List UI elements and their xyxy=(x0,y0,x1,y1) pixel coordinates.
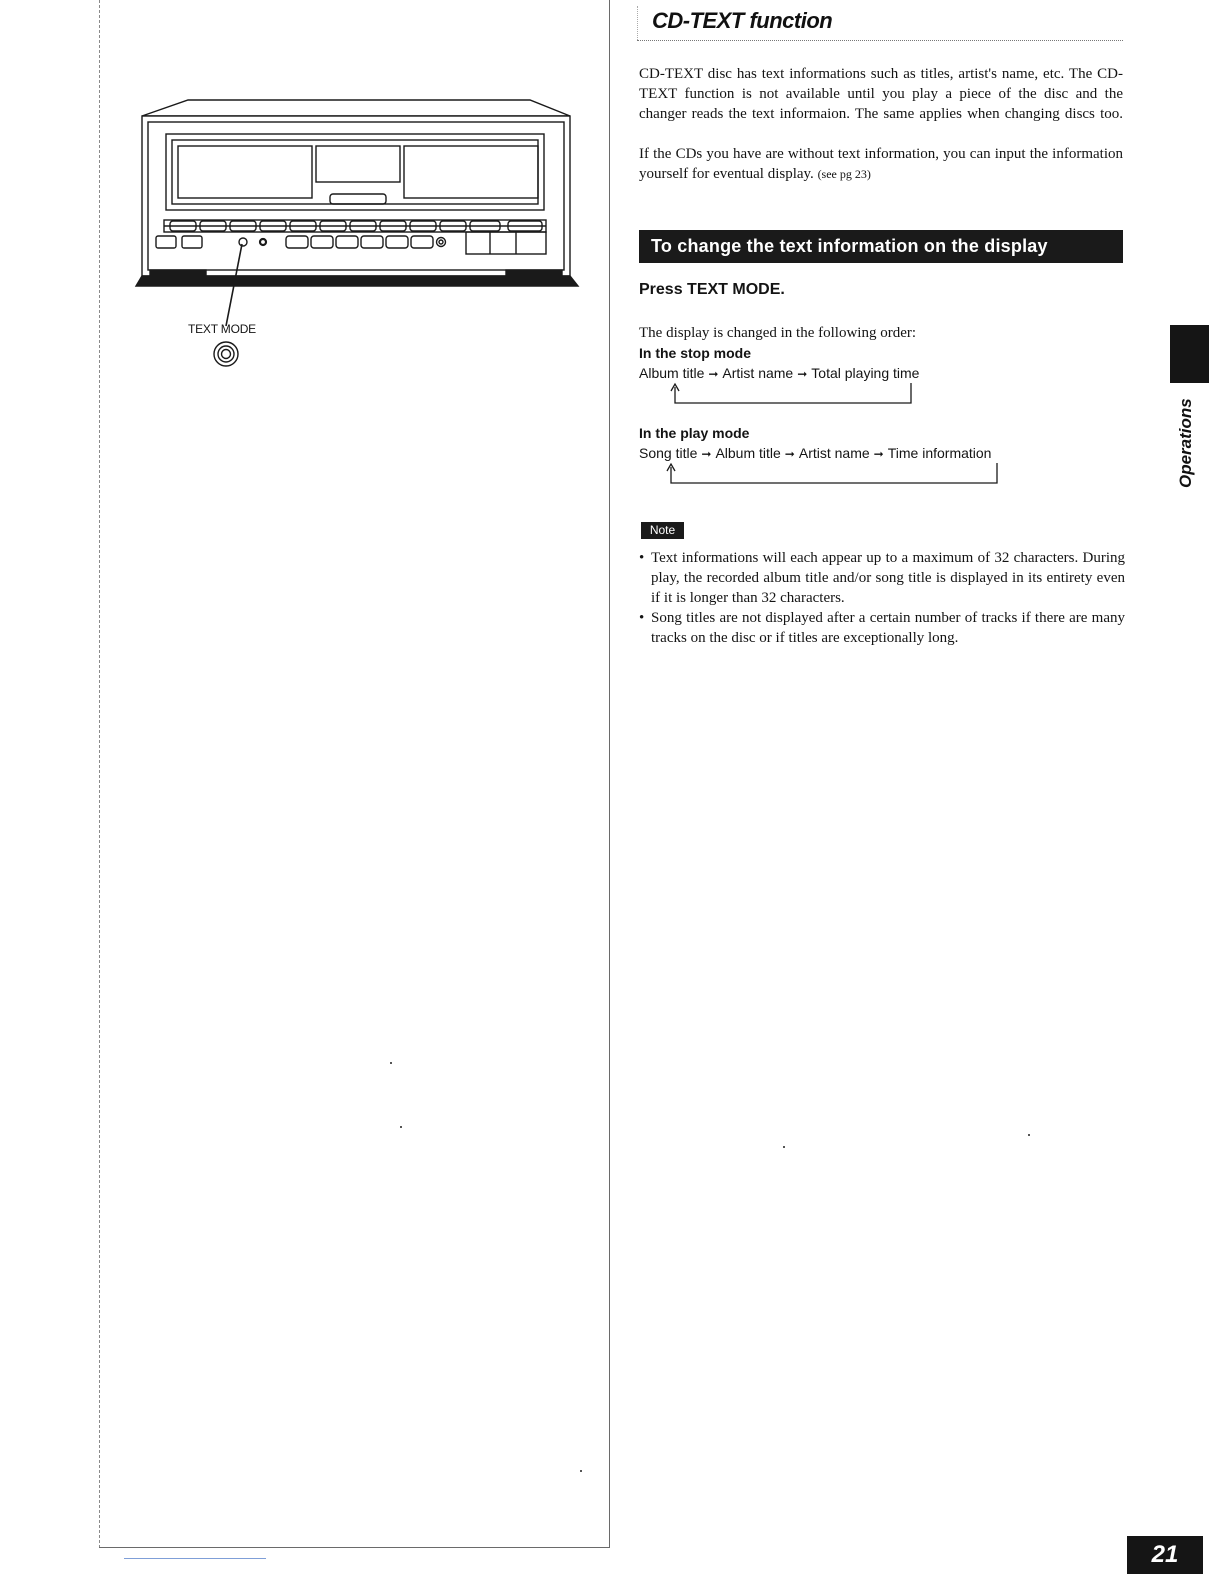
sequence-item: Album title xyxy=(715,445,781,461)
arrow-right-icon: ➞ xyxy=(701,447,712,461)
scan-speck xyxy=(390,1062,392,1064)
play-mode-label: In the play mode xyxy=(639,425,750,441)
note-badge: Note xyxy=(641,522,684,539)
sequence-item: Album title xyxy=(639,365,705,381)
text-mode-callout: TEXT MODE xyxy=(188,322,256,336)
arrow-right-icon: ➞ xyxy=(784,447,795,461)
sequence-item: Song title xyxy=(639,445,698,461)
instruction-text: Press TEXT MODE. xyxy=(639,281,785,298)
stop-mode-sequence xyxy=(639,365,929,411)
scan-speck xyxy=(783,1146,785,1148)
arrow-right-icon: ➞ xyxy=(873,447,884,461)
sequence-item: Total playing time xyxy=(811,365,920,381)
scan-speck xyxy=(400,1126,402,1128)
list-item xyxy=(639,548,1125,608)
stop-mode-label: In the stop mode xyxy=(639,345,751,361)
list-item xyxy=(639,608,1125,648)
bottom-accent-line xyxy=(124,1558,266,1559)
intro-paragraph: CD-TEXT disc has text informations such as titles, artist's name, etc. The CD-TEXT function is not available until you play a piece of the disc and the changer reads the text informaion. The same applies when changing discs too. xyxy=(639,66,1123,122)
sequence-item: Artist name xyxy=(722,365,794,381)
bullet-icon: • xyxy=(639,550,645,566)
left-column-border xyxy=(99,0,100,1548)
note-text: Text informations will each appear up to a maximum of 32 characters. During play, the recorded album title and/or song title is displayed in its entirety even if it is longer than 32 characters. xyxy=(651,550,1125,606)
play-mode-sequence xyxy=(639,445,1009,491)
heading-tick-mark xyxy=(637,6,638,40)
column-divider xyxy=(609,0,610,1548)
loop-back-arrow-icon xyxy=(639,461,1009,491)
intro-paragraph-2-text: If the CDs you have are without text information, you can input the information yourself for eventual display. xyxy=(639,146,1123,182)
page-number: 21 xyxy=(1127,1536,1203,1574)
left-column-bottom-border xyxy=(99,1547,610,1548)
sequence-item: Time information xyxy=(887,445,992,461)
intro-paragraph-2 xyxy=(639,144,1123,184)
heading-rule xyxy=(637,40,1123,41)
arrow-right-icon: ➞ xyxy=(708,367,719,381)
page-title: CD-TEXT function xyxy=(652,8,833,33)
loop-back-arrow-icon xyxy=(639,381,929,411)
scan-speck xyxy=(1028,1134,1030,1136)
note-text: Song titles are not displayed after a certain number of tracks if there are many tracks on the disc or if titles are exceptionally long. xyxy=(651,610,1125,646)
side-tab-marker xyxy=(1170,325,1209,383)
note-list xyxy=(639,548,1125,648)
scan-speck xyxy=(580,1470,582,1472)
order-intro-text: The display is changed in the following order: xyxy=(639,325,917,341)
page-reference: (see pg 23) xyxy=(817,167,871,181)
side-tab-label: Operations xyxy=(1176,398,1195,488)
sequence-item: Artist name xyxy=(798,445,870,461)
arrow-right-icon: ➞ xyxy=(797,367,808,381)
bullet-icon: • xyxy=(639,610,645,626)
section-banner: To change the text information on the display xyxy=(639,230,1123,263)
